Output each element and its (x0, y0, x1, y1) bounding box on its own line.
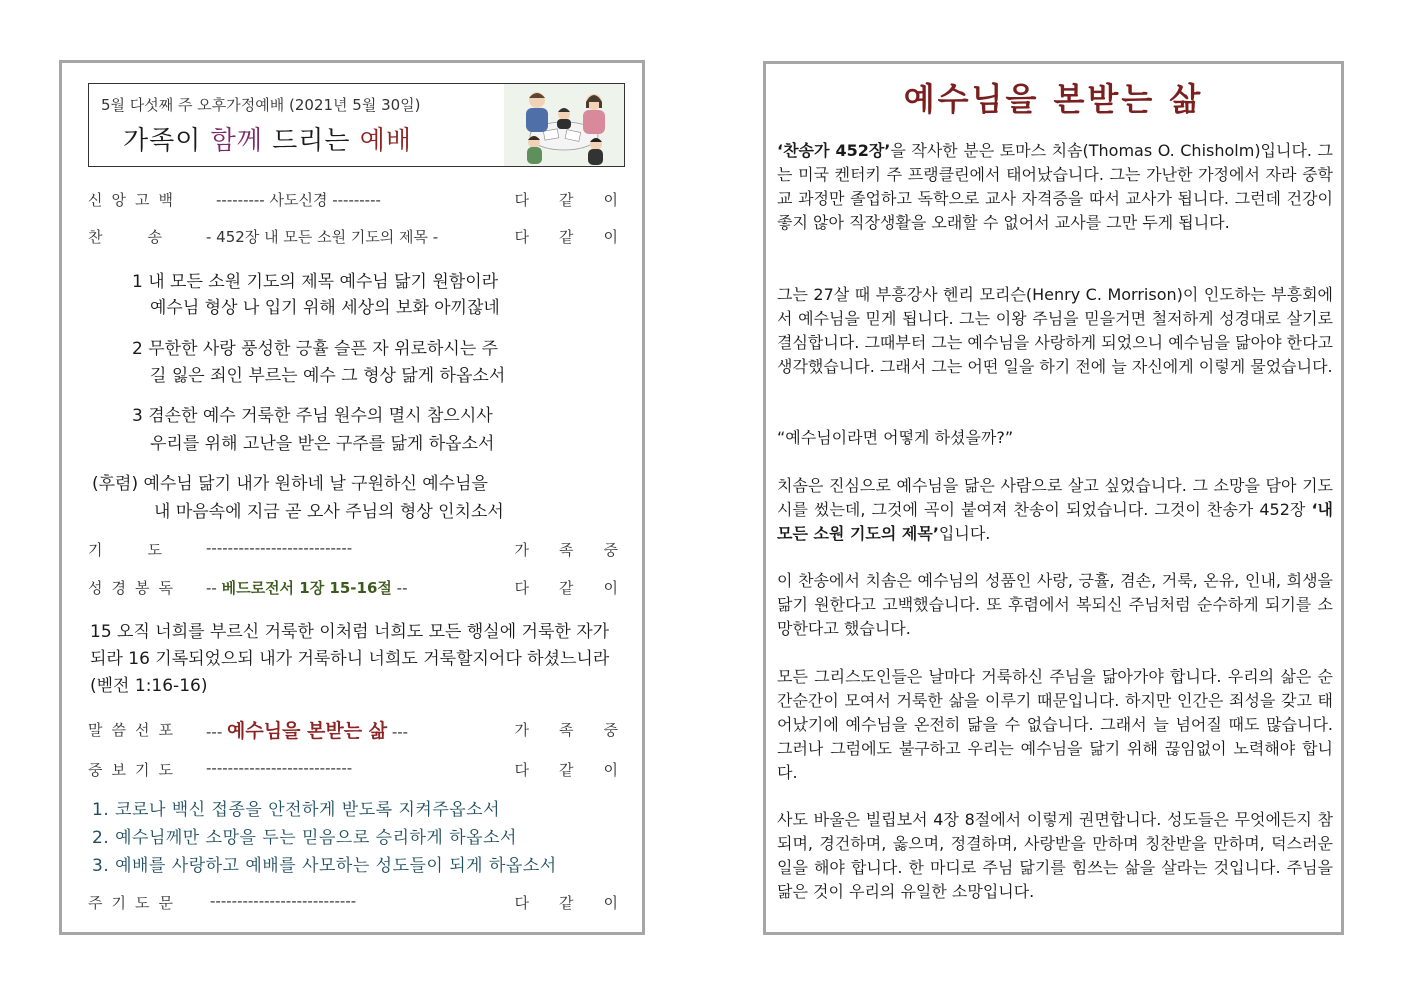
paragraph (777, 139, 1333, 235)
hymn-verse-line: 우리를 위해 고난을 받은 구주를 닮게 하옵소서 (150, 434, 495, 454)
row-label: 말씀선포 (88, 721, 182, 739)
dash: --- (206, 723, 228, 741)
row-who: 다같이 (514, 228, 648, 246)
text-run: 을 작사한 분은 토마스 치솜(Thomas O. Chisholm)입니다. 그는 미국 켄터키 주 프랭클린에서 태어났습니다. 그는 가난한 가정에서 자라 중학교 과정만 졸업하고 독학으로 교사 자격증을 따서 교사가 됩니다. 그런데 건강이 좋지 않아 직장생활을 오래할 수 없어서 교사를 그만 두게 됩니다. (777, 141, 1333, 232)
sermon-row (88, 719, 648, 742)
paragraph: 모든 그리스도인들은 날마다 거룩하신 주님을 닮아가야 합니다. 우리의 삶은 순간순간이 모여서 거룩한 삶을 이루기 때문입니다. 하지만 인간은 죄성을 갖고 태어났기에 예수님을 온전히 닮을 수 없습니다. 그래서 늘 넘어질 때도 많습니다. 그러나 그럼에도 불구하고 우리는 예수님을 닮기 위해 끊임없이 노력해야 합니다. (777, 667, 1333, 782)
paragraph (777, 474, 1333, 546)
dash: --- (387, 723, 409, 741)
hymn-verse-line: 2 무한한 사랑 풍성한 긍휼 슬픈 자 위로하시는 주 (132, 339, 499, 359)
row-who: 다같이 (514, 761, 648, 779)
lords-prayer-row (88, 892, 648, 914)
hymn-chorus-line: (후렴) 예수님 닮기 내가 원하네 날 구원하신 예수님을 (92, 474, 488, 494)
hymn-row (88, 226, 648, 248)
title-part: 가족 (123, 126, 176, 156)
row-middle (206, 716, 408, 743)
reading-reference: 베드로전서 1장 15-16절 (221, 579, 392, 597)
header-title (123, 120, 412, 157)
row-who: 가족중 (514, 721, 648, 739)
hymn-verse-line: 길 잃은 죄인 부르는 예수 그 형상 닮게 하옵소서 (150, 366, 506, 386)
sermon-title: 예수님을 본받는 삶 (227, 720, 388, 742)
dash: -- (391, 579, 408, 597)
bold-phrase: ‘찬송가 452장’ (777, 141, 891, 160)
hymn-verse-line: 3 겸손한 예수 거룩한 주님 원수의 멸시 참으시사 (132, 406, 493, 426)
prayer-item: 3. 예배를 사랑하고 예배를 사모하는 성도들이 되게 하옵소서 (92, 856, 557, 876)
dash: -- (206, 579, 222, 597)
paragraph: 이 찬송에서 치솜은 예수님의 성품인 사랑, 긍휼, 겸손, 거룩, 온유, 인내, 희생을 닮기 원한다고 고백했습니다. 또 후렴에서 복되신 주님처럼 순수하게 되기를 소망한다고 했습니다. (777, 571, 1333, 638)
title-part: 이 (175, 126, 211, 156)
hymn-verse-line: 1 내 모든 소원 기도의 제목 예수님 닮기 원함이라 (132, 272, 499, 292)
row-label: 중보기도 (88, 761, 182, 779)
paragraph: 사도 바울은 빌립보서 4장 8절에서 이렇게 권면합니다. 성도들은 무엇에든지 참되며, 경건하며, 옳으며, 정결하며, 사랑받을 만하며 칭찬받을 만하며, 덕스러운 일을 해야 합니다. 한 마디로 주님 닮기를 힘쓰는 삶을 살라는 것입니다. 주님을 닮은 것이 우리의 유일한 소망입니다. (777, 810, 1333, 901)
row-middle: --------------------------- (210, 892, 357, 910)
row-label: 주기도문 (88, 894, 182, 912)
title-part: 예배 (359, 126, 412, 156)
row-label: 찬 송 (88, 228, 162, 246)
scripture-text: 15 오직 너희를 부르신 거룩한 이처럼 너희도 모든 행실에 거룩한 자가 되라 16 기록되었으되 내가 거룩하니 너희도 거룩할지어다 하셨느니라 (벧전 1:16-16) (90, 622, 610, 696)
row-label: 기 도 (88, 541, 162, 559)
header-box (88, 83, 625, 167)
quote: “예수님이라면 어떻게 하셨을까?” (777, 428, 1014, 447)
row-middle: --------------------------- (206, 539, 353, 557)
row-who: 다같이 (514, 191, 648, 209)
sermon-panel (763, 61, 1344, 935)
row-middle: - 452장 내 모든 소원 기도의 제목 - (206, 228, 439, 246)
text-run: 입니다. (938, 524, 991, 543)
worship-order-panel (59, 60, 648, 935)
row-who: 다같이 (514, 579, 648, 597)
prayer-item: 2. 예수님께만 소망을 두는 믿음으로 승리하게 하옵소서 (92, 828, 517, 848)
intercession-row (88, 759, 648, 781)
hymn-chorus-line: 내 마음속에 지금 곧 오사 주님의 형상 인치소서 (154, 502, 504, 522)
text-run: 치솜은 진심으로 예수님을 닮은 사람으로 살고 싶었습니다. 그 소망을 담아 기도시를 썼는데, 그것에 곡이 붙여져 찬송이 되었습니다. 그것이 찬송가 452장 (777, 476, 1333, 519)
row-label: 신앙고백 (88, 191, 182, 209)
row-label: 성경봉독 (88, 579, 182, 597)
row-middle: --------- 사도신경 --------- (216, 191, 381, 209)
hymn-verse-line: 예수님 형상 나 입기 위해 세상의 보화 아끼잖네 (150, 298, 500, 318)
prayer-row (88, 539, 648, 561)
sermon-heading: 예수님을 본받는 삶 (903, 80, 1204, 118)
title-part: 함께 (210, 126, 263, 156)
row-who: 다같이 (514, 894, 648, 912)
header-subtitle: 5월 다섯째 주 오후가정예배 (2021년 5월 30일) (101, 96, 421, 114)
prayer-item: 1. 코로나 백신 접종을 안전하게 받도록 지켜주옵소서 (92, 800, 501, 820)
title-part: 드리는 (262, 126, 360, 156)
family-worship-illustration (504, 84, 624, 166)
bold-phrase: ‘내 모든 소원 기도의 제목’ (777, 500, 1333, 543)
row-middle (206, 577, 407, 598)
row-who: 가족중 (514, 541, 648, 559)
reading-row (88, 577, 648, 599)
paragraph: 그는 27살 때 부흥강사 헨리 모리슨(Henry C. Morrison)이 인도하는 부흥회에서 예수님을 믿게 됩니다. 그는 이왕 주님을 믿을거면 철저하게 성경대로 살기로 결심합니다. 그때부터 그는 예수님을 사랑하게 되었으니 예수님을 닮아야 한다고 생각했습니다. 그래서 그는 어떤 일을 하기 전에 늘 자신에게 이렇게 물었습니다. (777, 285, 1333, 376)
creed-row (88, 189, 648, 211)
row-middle: --------------------------- (206, 759, 353, 777)
